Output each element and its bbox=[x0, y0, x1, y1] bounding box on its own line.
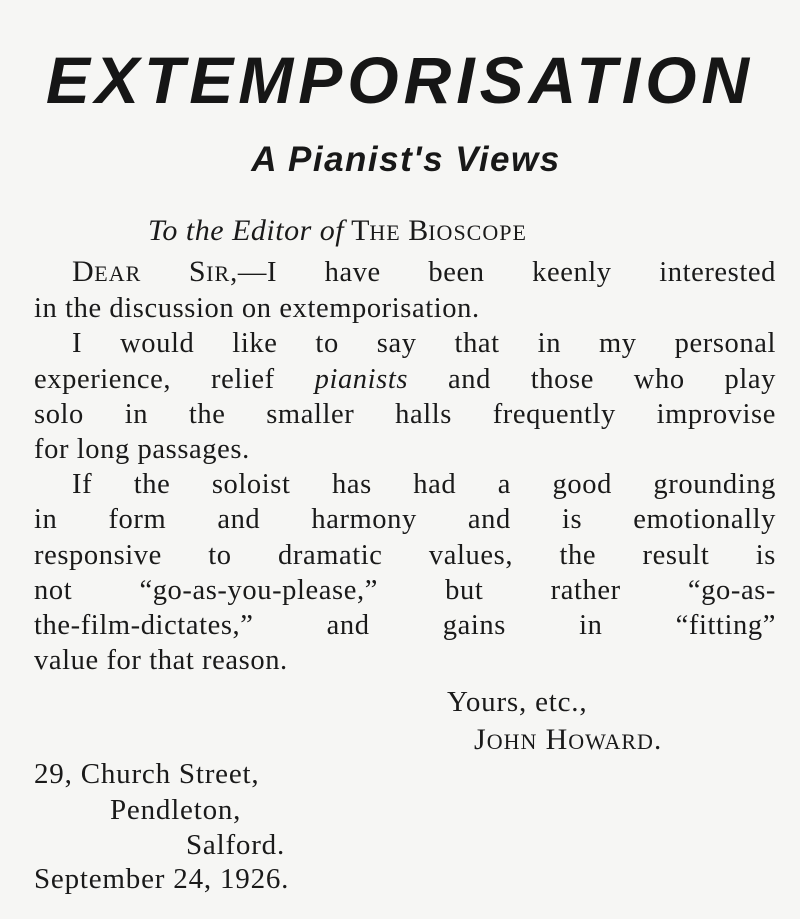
letter-line: in form and harmony and is emotionally bbox=[34, 504, 776, 536]
p2-line2-a: experience, relief bbox=[34, 363, 275, 395]
headline: EXTEMPORISATION bbox=[45, 43, 755, 117]
letter-line: value for that reason. bbox=[34, 645, 288, 677]
subheadline: A Pianist's Views bbox=[251, 140, 561, 179]
p2-line2-b: and those who play bbox=[447, 363, 777, 395]
dear-initial-1: D bbox=[72, 255, 95, 288]
letter-line: in the discussion on extemporisation. bbox=[34, 293, 480, 325]
dear-initial-2: S bbox=[188, 255, 207, 288]
signature bbox=[474, 721, 662, 760]
letter-body bbox=[34, 254, 776, 678]
dear-rest-2: IR bbox=[206, 261, 231, 286]
letter-line: for long passages. bbox=[34, 434, 250, 466]
signature-suffix: . bbox=[653, 724, 663, 756]
signature-initial-2: H bbox=[545, 723, 569, 756]
letter-line bbox=[34, 254, 776, 291]
dear-rest-1: EAR bbox=[94, 261, 142, 286]
signature-rest-1: OHN bbox=[486, 729, 538, 754]
publication-initial-2: B bbox=[408, 214, 429, 247]
p1-line1-rest: ,—I have been keenly interested bbox=[230, 257, 776, 288]
letter-line: not “go-as-you-please,” but rather “go-as- bbox=[34, 574, 776, 606]
letter-line: I would like to say that in my personal bbox=[72, 328, 776, 360]
signature-initial-1: J bbox=[474, 723, 487, 756]
address-city: Salford. bbox=[186, 829, 286, 861]
signature-rest-2: OWARD bbox=[568, 729, 654, 754]
editor-address-line bbox=[148, 210, 748, 254]
closing: Yours, etc., bbox=[447, 686, 588, 718]
publication-rest-2: IOSCOPE bbox=[428, 220, 527, 245]
publication-name bbox=[351, 214, 527, 247]
letter-line: responsive to dramatic values, the result is bbox=[34, 539, 776, 571]
address-street: 29, Church Street, bbox=[34, 758, 260, 790]
letter-line: the-film-dictates,” and gains in “fitting” bbox=[34, 610, 776, 642]
letter-line: solo in the smaller halls frequently improvise bbox=[34, 398, 776, 430]
address-district: Pendleton, bbox=[110, 794, 242, 826]
publication-initial-1: T bbox=[351, 214, 370, 247]
to-the-editor-of: To the Editor of bbox=[148, 214, 345, 247]
pianists-italic: pianists bbox=[314, 363, 409, 395]
publication-rest-1: HE bbox=[369, 220, 401, 245]
letter-line: If the soloist has had a good grounding bbox=[72, 469, 776, 501]
letter-line bbox=[34, 362, 776, 397]
letter-date: September 24, 1926. bbox=[34, 863, 290, 895]
